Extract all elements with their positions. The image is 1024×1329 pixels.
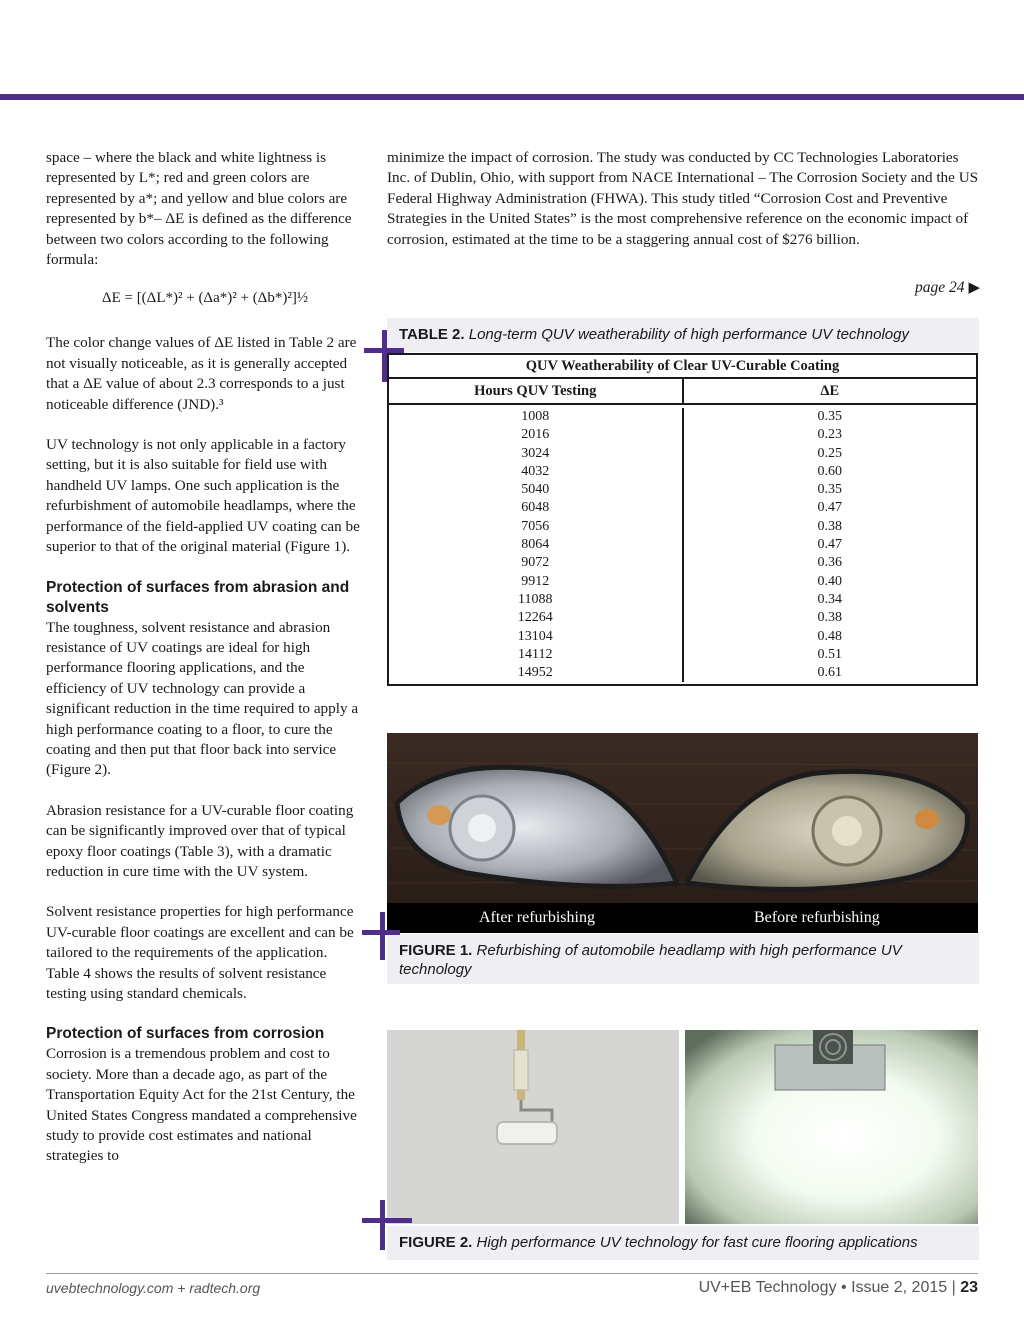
table-cell-hours: 6048 [521, 500, 550, 516]
table-cell-delta-e: 0.38 [817, 610, 842, 626]
table-cell-hours: 5040 [521, 482, 550, 498]
table-cell-delta-e: 0.23 [817, 427, 842, 443]
table2-caption-text: Long-term QUV weatherability of high performance UV technology [468, 326, 909, 343]
continued-page-link[interactable] [870, 278, 980, 297]
table-cell-delta-e: 0.25 [817, 445, 842, 461]
table-cell-delta-e: 0.47 [817, 537, 842, 553]
figure2-caption [399, 1233, 918, 1252]
paragraph: The toughness, solvent resistance and abrasion resistance of UV coatings are ideal for high performance flooring applications, and the efficiency of UV technology can provide a significant reduction in the time required to apply a high performance coating to a floor, to cure the coating and then put that floor back into service (Figure 2). [46, 618, 359, 779]
figure2-roller-photo [387, 1030, 679, 1224]
headlamp-image [387, 733, 978, 933]
table-title: QUV Weatherability of Clear UV-Curable Coating [389, 355, 976, 379]
table-cell-delta-e: 0.35 [817, 409, 842, 424]
table-cell-hours: 11088 [518, 591, 553, 607]
figure1-headlamp-photo [387, 733, 978, 933]
play-arrow-icon: ▶ [968, 280, 980, 296]
figure2-caption-box [387, 1226, 979, 1260]
table-cell-hours: 4032 [521, 463, 550, 479]
table2-caption-box [387, 318, 979, 352]
floor-roller-image [387, 1030, 679, 1224]
table2-label: TABLE 2. [399, 326, 465, 343]
table-cell-hours: 14112 [518, 646, 553, 662]
table-cell-hours: 13104 [517, 628, 553, 644]
table-cell-hours: 9072 [521, 555, 550, 571]
table-cell-hours: 9912 [521, 573, 550, 589]
table-cell-hours: 14952 [517, 665, 553, 681]
footer-divider [46, 1273, 978, 1274]
table-cell-delta-e: 0.40 [817, 573, 842, 589]
right-column-text [387, 148, 979, 270]
section-heading-abrasion: Protection of surfaces from abrasion and solvents [46, 578, 350, 616]
table-cell-delta-e: 0.51 [817, 646, 842, 662]
footer-issue [699, 1279, 978, 1297]
paragraph: The color change values of ΔE listed in Table 2 are not visually noticeable, as it is generally accepted that a ΔE value of about 2.3 corresponds to a just noticeable difference (JND).³ [46, 334, 357, 413]
figure2-label: FIGURE 2. [399, 1234, 473, 1251]
footer-websites: uvebtechnology.com + radtech.org [46, 1280, 261, 1296]
table-cell-hours: 7056 [521, 518, 550, 534]
section-heading-corrosion: Protection of surfaces from corrosion [46, 1025, 325, 1043]
before-refurbishing-label: Before refurbishing [754, 909, 880, 926]
table-cell-delta-e: 0.38 [817, 518, 842, 534]
table2-caption [399, 325, 909, 344]
table-header-row [389, 379, 976, 405]
top-accent-bar [0, 94, 1024, 100]
quv-table [387, 353, 978, 686]
table-cell-delta-e: 0.48 [817, 628, 842, 644]
delta-e-formula: ΔE = [(ΔL*)² + (Δa*)² + (Δb*)²]½ [101, 290, 309, 307]
figure1-label: FIGURE 1. [399, 942, 473, 959]
left-column [46, 148, 364, 1167]
table-cell-hours: 2016 [521, 427, 550, 443]
paragraph: UV technology is not only applicable in a factory setting, but it is also suitable for field use with handheld UV lamps. One such application is the refurbishment of automobile headlamps, where the performance of the field-applied UV coating can be superior to that of the original material (Figure 1). [46, 436, 360, 556]
table-body [389, 405, 976, 684]
uv-lamp-image [685, 1030, 978, 1224]
table-cell-hours: 12264 [517, 610, 553, 626]
table-cell-delta-e: 0.47 [817, 500, 842, 516]
table-cell-hours: 1008 [521, 409, 550, 424]
figure1-caption [399, 941, 939, 979]
figure2-uv-lamp-photo [685, 1030, 978, 1224]
page-ref-text: page 24 [914, 279, 965, 296]
paragraph: space – where the black and white lightness is represented by L*; red and green colors are represented by a*; and yellow and blue colors are represented by b*– ΔE is defined as the difference between two colors according to the following formula: [46, 149, 352, 269]
figure2-caption-text: High performance UV technology for fast cure flooring applications [476, 1234, 918, 1251]
table-cell-delta-e: 0.35 [817, 482, 842, 498]
table-cell-hours: 8064 [521, 537, 550, 553]
table-cell-delta-e: 0.34 [817, 591, 842, 607]
delta-e-column [684, 408, 977, 682]
paragraph: Solvent resistance properties for high performance UV-curable floor coatings are excellent and can be tailored to the requirements of the application. Table 4 shows the results of solvent resistance testing using standard chemicals. [46, 903, 354, 1002]
hours-column [389, 408, 684, 682]
footer-publication: UV+EB Technology • Issue 2, 2015 | [698, 1279, 956, 1296]
figure1-caption-text: Refurbishing of automobile headlamp with high performance UV technology [399, 942, 902, 978]
after-refurbishing-label: After refurbishing [479, 909, 595, 926]
page-number: 23 [960, 1279, 978, 1296]
figure1-caption-box [387, 934, 979, 984]
table-cell-delta-e: 0.36 [817, 555, 842, 571]
col-header-delta-e: ΔE [820, 383, 840, 399]
paragraph: minimize the impact of corrosion. The study was conducted by CC Technologies Laboratories Inc. of Dublin, Ohio, with support from NACE International – The Corrosion Society and the US Federal Highway Administration (FHWA). This study titled “Corrosion Cost and Preventive Strategies in the United States” is the most comprehensive reference on the economic impact of corrosion, estimated at the time to be a staggering annual cost of $276 billion. [387, 149, 979, 248]
table-cell-delta-e: 0.61 [817, 665, 842, 681]
table-cell-delta-e: 0.60 [817, 463, 842, 479]
col-header-hours: Hours QUV Testing [389, 379, 684, 403]
paragraph: Corrosion is a tremendous problem and cost to society. More than a decade ago, as part of the Transportation Equity Act for the 21st Century, the United States Congress mandated a comprehensive study to provide cost estimates and national strategies to [46, 1045, 357, 1165]
table-cell-hours: 3024 [521, 445, 550, 461]
paragraph: Abrasion resistance for a UV-curable floor coating can be significantly improved over that of typical epoxy floor coatings (Table 3), with a dramatic reduction in cure time with the UV system. [46, 801, 354, 880]
